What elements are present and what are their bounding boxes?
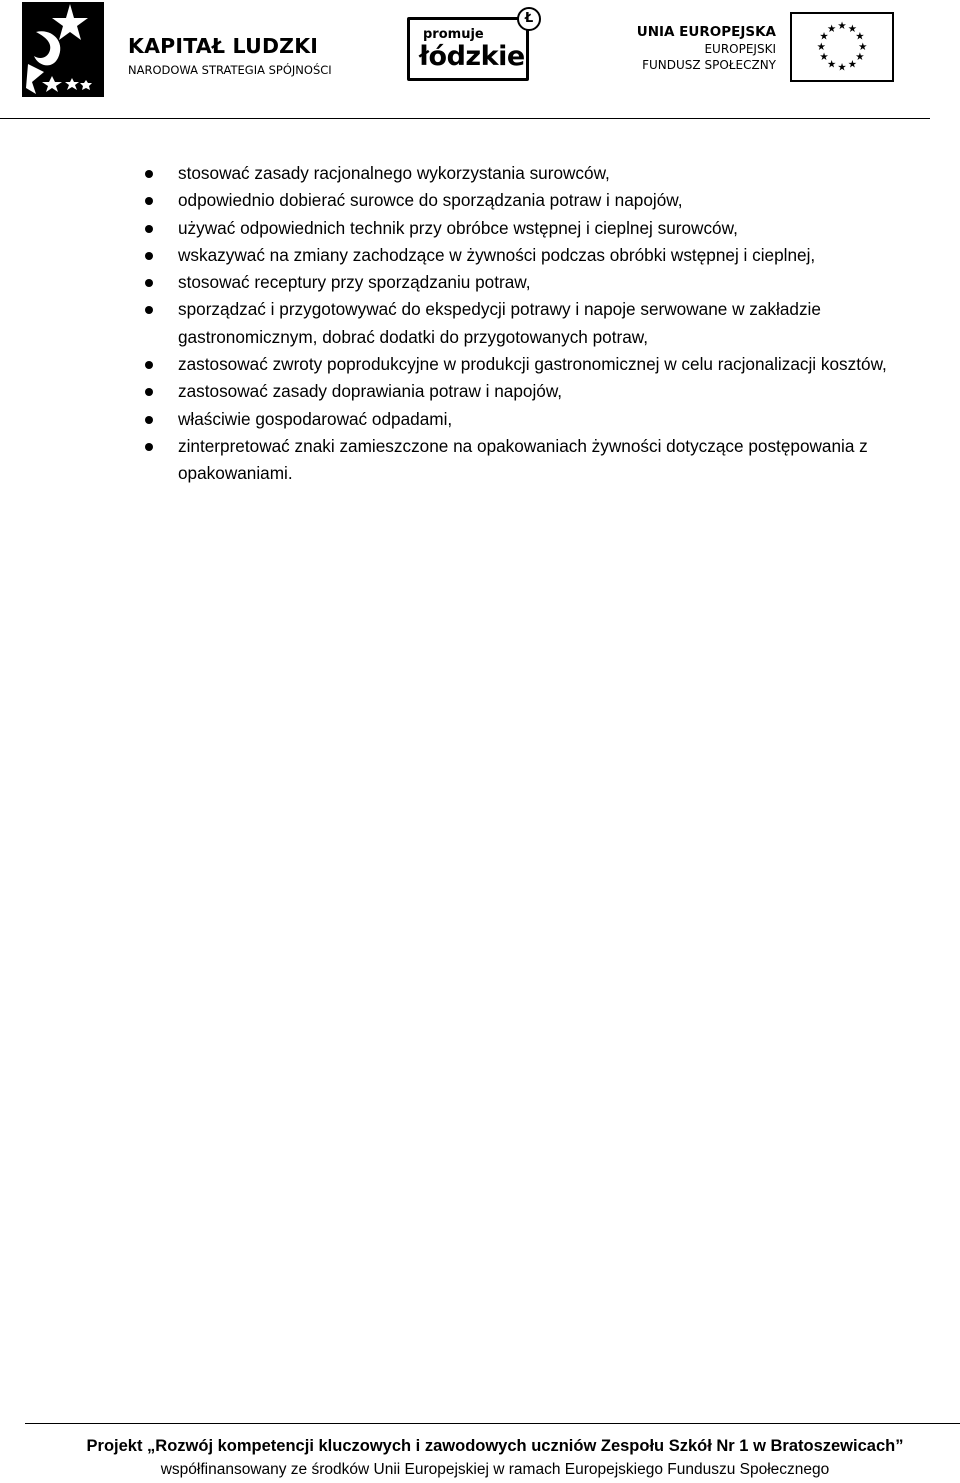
svg-text:★: ★ <box>819 51 829 64</box>
footer-divider <box>25 1423 960 1424</box>
promuje-lodzkie-logo <box>405 5 543 85</box>
footer-funding-note: współfinansowany ze środków Unii Europejskiej w ramach Europejskiego Funduszu Społecznego <box>160 1461 830 1478</box>
bullet-icon <box>145 361 153 369</box>
svg-text:★: ★ <box>819 30 829 43</box>
list-item <box>140 215 900 242</box>
svg-text:★: ★ <box>855 30 865 43</box>
eu-fund-line2: FUNDUSZ SPOŁECZNY <box>642 58 776 72</box>
document-body <box>140 160 900 488</box>
svg-text:★: ★ <box>826 22 837 35</box>
bullet-icon <box>145 443 153 451</box>
svg-text:★: ★ <box>855 51 865 64</box>
list-item-text: wskazywać na zmiany zachodzące w żywności podczas obróbki wstępnej i cieplnej, <box>178 244 816 265</box>
kapital-ludzki-title: KAPITAŁ LUDZKI <box>128 34 319 58</box>
list-item-text: używać odpowiednich technik przy obróbce wstępnej i cieplnej surowców, <box>178 217 738 238</box>
svg-text:★: ★ <box>837 20 847 33</box>
list-item-text: zastosować zasady doprawiania potraw i napojów, <box>178 381 563 402</box>
list-item <box>140 433 900 488</box>
svg-text:★: ★ <box>837 61 847 74</box>
list-item <box>140 187 900 214</box>
lodzkie-text: łódzkie <box>419 41 525 72</box>
list-item-text: zastosować zwroty poprodukcyjne w produkcji gastronomicznej w celu racjonalizacji kosztów, <box>178 354 887 375</box>
svg-text:★: ★ <box>858 40 868 53</box>
svg-text:★: ★ <box>826 58 837 71</box>
list-item <box>140 269 900 296</box>
svg-text:★: ★ <box>847 58 858 71</box>
footer-project-title: Projekt „Rozwój kompetencji kluczowych i zawodowych uczniów Zespołu Szkół Nr 1 w Bratoszewicach” <box>86 1437 904 1455</box>
list-item <box>140 351 900 378</box>
lodzkie-badge: Ł <box>517 7 541 31</box>
bullet-icon <box>145 252 153 260</box>
eu-flag-icon <box>790 12 894 82</box>
list-item-text: sporządzać i przygotowywać do ekspedycji potrawy i napoje serwowane w zakładzie gastronomicznym, dobrać dodatki do przygotowanych potraw, <box>178 299 821 347</box>
page-header <box>0 0 960 120</box>
bullet-icon <box>145 225 153 233</box>
list-item-text: odpowiednio dobierać surowce do sporządzania potraw i napojów, <box>178 190 683 211</box>
bullet-icon <box>145 170 153 178</box>
eu-title: UNIA EUROPEJSKA <box>636 24 776 40</box>
bullet-icon <box>145 388 153 396</box>
bullet-icon <box>145 416 153 424</box>
list-item <box>140 160 900 187</box>
eu-fund-line1: EUROPEJSKI <box>704 42 776 56</box>
kapital-ludzki-subtitle: NARODOWA STRATEGIA SPÓJNOŚCI <box>128 63 332 77</box>
bullet-icon <box>145 279 153 287</box>
promuje-text: promuje <box>423 27 484 42</box>
list-item-text: stosować zasady racjonalnego wykorzystania surowców, <box>178 163 610 183</box>
list-item <box>140 242 900 269</box>
list-item-text: stosować receptury przy sporządzaniu potraw, <box>178 272 531 293</box>
header-divider <box>0 118 930 119</box>
list-item-text: właściwie gospodarować odpadami, <box>178 408 453 429</box>
list-item <box>140 296 900 351</box>
skills-list <box>140 160 900 488</box>
list-item <box>140 378 900 405</box>
bullet-icon <box>145 197 153 205</box>
svg-text:★: ★ <box>816 40 826 53</box>
list-item <box>140 406 900 433</box>
list-item-text: zinterpretować znaki zamieszczone na opakowaniach żywności dotyczące postępowania z opakowaniami. <box>178 435 868 484</box>
svg-text:★: ★ <box>847 22 858 35</box>
kapital-ludzki-emblem-icon <box>22 2 104 97</box>
bullet-icon <box>145 306 153 314</box>
eu-logo <box>636 12 894 84</box>
kapital-ludzki-logo <box>22 2 332 97</box>
